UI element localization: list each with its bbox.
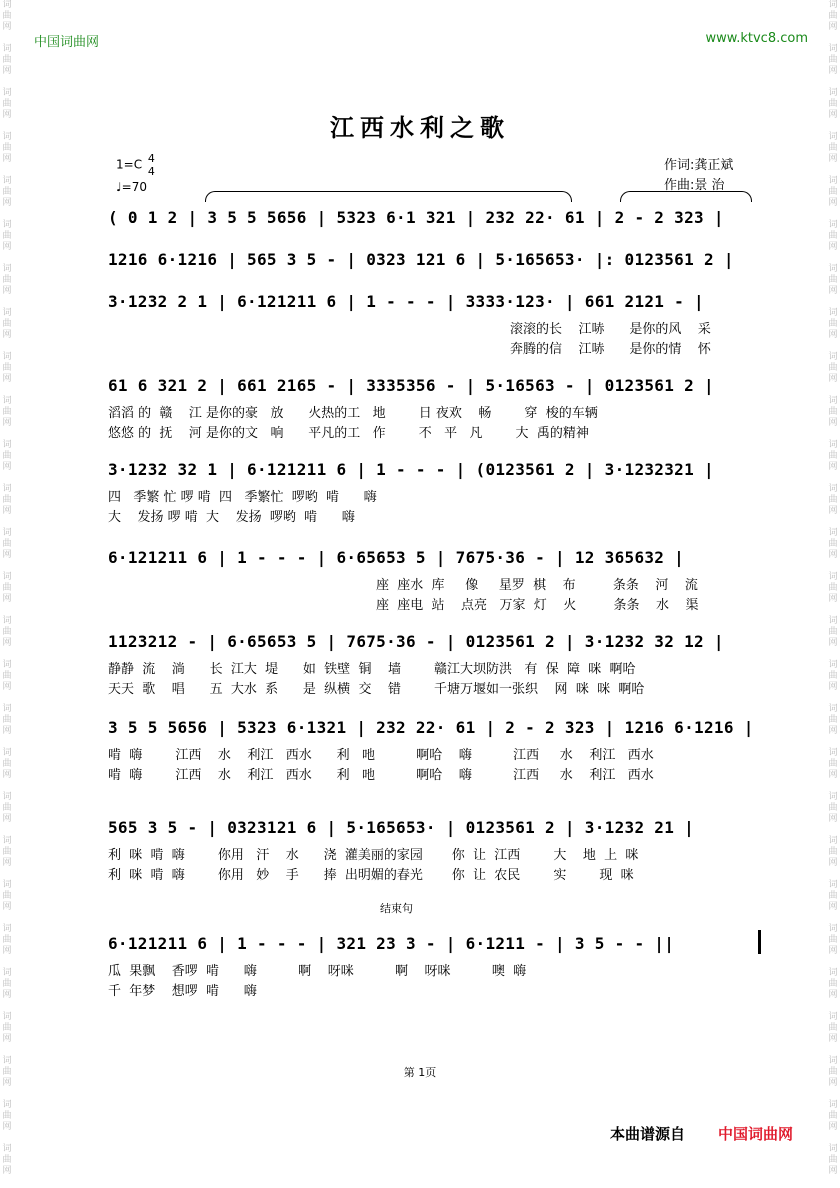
watermark-glyph: 曲 [2,627,12,637]
lyric-verse-2: 天天 歌 唱 五 大水 系 是 纵横 交 错 千塘万堰如一张织 网 咪 咪 啊哈 [108,682,645,697]
watermark-glyph: 词 [828,176,838,186]
watermark-glyph: 曲 [828,847,838,857]
watermark-glyph: 词 [2,44,12,54]
watermark-glyph: 词 [828,220,838,230]
watermark-glyph: 曲 [828,187,838,197]
watermark-gap [826,297,840,308]
watermark-glyph: 曲 [828,1155,838,1165]
watermark-glyph: 曲 [2,407,12,417]
watermark-gap [0,253,14,264]
watermark-glyph: 网 [2,726,12,736]
watermark-glyph: 网 [2,66,12,76]
site-url-link[interactable]: www.ktvc8.com [705,31,808,46]
lyric-verse-2: 悠悠 的 抚 河 是你的文 响 平凡的工 作 不 平 凡 大 禹的精神 [108,426,589,441]
watermark-glyph: 曲 [2,275,12,285]
watermark-gap [0,209,14,220]
watermark-glyph: 词 [2,616,12,626]
watermark-gap [0,385,14,396]
watermark-glyph: 词 [828,528,838,538]
lyric-verse-2: 大 发扬 啰 啃 大 发扬 啰哟 啃 嗨 [108,510,355,525]
watermark-gap [826,869,840,880]
watermark-glyph: 词 [828,616,838,626]
watermark-glyph: 曲 [828,1067,838,1077]
watermark-glyph: 词 [828,1056,838,1066]
notation-line: 3·1232 2 1 | 6·121211 6 | 1 - - - | 3333·123· | 661 2121 - | [108,292,704,311]
watermark-glyph: 词 [828,748,838,758]
phrase-slur [205,191,572,202]
watermark-glyph: 词 [828,44,838,54]
watermark-glyph: 网 [2,198,12,208]
watermark-glyph: 网 [2,946,12,956]
notation-line: 6·121211 6 | 1 - - - | 6·65653 5 | 7675·36 - | 12 365632 | [108,548,685,567]
watermark-gap [0,693,14,704]
watermark-glyph: 曲 [2,583,12,593]
notation-line: 565 3 5 - | 0323121 6 | 5·165653· | 0123561 2 | 3·1232 21 | [108,818,695,837]
notation-line: 3·1232 32 1 | 6·121211 6 | 1 - - - | (0123561 2 | 3·1232321 | [108,460,714,479]
watermark-glyph: 曲 [2,451,12,461]
notation-line: ( 0 1 2 | 3 5 5 5656 | 5323 6·1 321 | 232 22· 61 | 2 - 2 323 | [108,208,724,227]
watermark-glyph: 网 [2,770,12,780]
watermark-glyph: 曲 [2,935,12,945]
watermark-glyph: 网 [828,550,838,560]
notation-line: 1123212 - | 6·65653 5 | 7675·36 - | 0123561 2 | 3·1232 32 12 | [108,632,724,651]
watermark-glyph: 网 [828,902,838,912]
watermark-glyph: 词 [828,572,838,582]
watermark-glyph: 词 [2,880,12,890]
lyric-verse-1: 座 座水 库 像 星罗 棋 布 条条 河 流 [376,578,698,593]
time-bottom: 4 [147,165,155,178]
notation-line: 6·121211 6 | 1 - - - | 321 23 3 - | 6·1211 - | 3 5 - - || [108,934,675,953]
final-barline [758,930,761,954]
watermark-glyph: 网 [2,858,12,868]
watermark-glyph: 网 [2,594,12,604]
watermark-glyph: 词 [2,308,12,318]
watermark-glyph: 网 [828,1122,838,1132]
watermark-glyph: 曲 [2,891,12,901]
watermark-glyph: 网 [2,682,12,692]
watermark-gap [0,1045,14,1056]
watermark-glyph: 词 [2,792,12,802]
lyric-verse-2: 利 咪 啃 嗨 你用 妙 手 捧 出明媚的春光 你 让 农民 实 现 咪 [108,868,634,883]
lyric-verse-1: 瓜 果飘 香啰 啃 嗨 啊 呀咪 啊 呀咪 噢 嗨 [108,964,527,979]
watermark-glyph: 词 [2,836,12,846]
watermark-gap [826,1089,840,1100]
watermark-glyph: 网 [828,814,838,824]
watermark-glyph: 词 [2,176,12,186]
watermark-gap [826,209,840,220]
watermark-glyph: 词 [828,308,838,318]
watermark-glyph: 词 [2,396,12,406]
time-signature [148,152,155,178]
watermark-glyph: 曲 [2,495,12,505]
watermark-glyph: 词 [2,264,12,274]
watermark-glyph: 网 [828,198,838,208]
watermark-glyph: 网 [828,66,838,76]
watermark-glyph: 曲 [2,847,12,857]
watermark-glyph: 曲 [828,979,838,989]
watermark-gap [0,473,14,484]
watermark-glyph: 词 [2,440,12,450]
watermark-gap [826,77,840,88]
watermark-glyph: 曲 [2,671,12,681]
watermark-glyph: 词 [828,924,838,934]
watermark-glyph: 词 [2,704,12,714]
watermark-glyph: 网 [828,286,838,296]
song-title: 江西水利之歌 [330,113,510,142]
watermark-gap [0,341,14,352]
watermark-glyph: 网 [828,594,838,604]
watermark-glyph: 曲 [828,583,838,593]
watermark-gap [826,253,840,264]
lyric-verse-1: 四 季繁 忙 啰 啃 四 季繁忙 啰哟 啃 嗨 [108,490,377,505]
watermark-gap [826,341,840,352]
watermark-glyph: 曲 [828,143,838,153]
watermark-glyph: 网 [828,726,838,736]
watermark-glyph: 词 [828,704,838,714]
watermark-glyph: 曲 [828,627,838,637]
watermark-gap [0,1089,14,1100]
notation-line: 3 5 5 5656 | 5323 6·1321 | 232 22· 61 | 2 - 2 323 | 1216 6·1216 | [108,718,754,737]
watermark-gap [0,869,14,880]
watermark-glyph: 词 [828,132,838,142]
watermark-glyph: 词 [2,1100,12,1110]
watermark-glyph: 词 [2,88,12,98]
watermark-glyph: 网 [2,1122,12,1132]
watermark-gap [0,561,14,572]
watermark-glyph: 词 [2,1144,12,1154]
watermark-glyph: 网 [2,550,12,560]
watermark-glyph: 网 [828,110,838,120]
watermark-glyph: 网 [828,242,838,252]
watermark-gap [0,913,14,924]
watermark-glyph: 词 [828,792,838,802]
watermark-glyph: 网 [828,154,838,164]
watermark-glyph: 词 [828,880,838,890]
watermark-glyph: 网 [828,418,838,428]
watermark-glyph: 词 [2,1056,12,1066]
lyric-verse-2: 千 年梦 想啰 啃 嗨 [108,984,257,999]
tempo-marking: ♩=70 [116,180,147,194]
watermark-glyph: 曲 [828,759,838,769]
lyric-verse-1: 利 咪 啃 嗨 你用 汗 水 浇 灌美丽的家园 你 让 江西 大 地 上 咪 [108,848,639,863]
watermark-glyph: 曲 [2,11,12,21]
watermark-gap [826,1001,840,1012]
watermark-gap [826,1045,840,1056]
watermark-gap [826,429,840,440]
watermark-glyph: 曲 [828,407,838,417]
composer-credit: 作曲:景 治 [664,178,725,193]
watermark-gap [826,781,840,792]
watermark-glyph: 网 [828,638,838,648]
notation-line: 61 6 321 2 | 661 2165 - | 3335356 - | 5·16563 - | 0123561 2 | [108,376,714,395]
watermark-glyph: 曲 [2,187,12,197]
watermark-glyph: 曲 [828,363,838,373]
watermark-gap [0,165,14,176]
watermark-gap [826,693,840,704]
watermark-glyph: 词 [828,396,838,406]
watermark-glyph: 网 [2,1034,12,1044]
watermark-gap [0,825,14,836]
watermark-glyph: 曲 [828,99,838,109]
watermark-glyph: 曲 [828,1023,838,1033]
watermark-glyph: 网 [2,418,12,428]
watermark-glyph: 词 [2,748,12,758]
lyricist-credit: 作词:龚正斌 [664,158,734,173]
time-top: 4 [147,152,155,165]
watermark-glyph: 网 [828,22,838,32]
watermark-gap [0,649,14,660]
watermark-glyph: 词 [828,88,838,98]
watermark-glyph: 词 [2,528,12,538]
watermark-glyph: 网 [2,22,12,32]
watermark-glyph: 词 [2,924,12,934]
watermark-gap [826,1133,840,1144]
watermark-gap [0,957,14,968]
lyric-verse-2: 奔腾的信 江哧 是你的情 怀 [510,342,711,357]
notation-line: 1216 6·1216 | 565 3 5 - | 0323 121 6 | 5·165653· |: 0123561 2 | [108,250,734,269]
watermark-gap [0,781,14,792]
watermark-glyph: 词 [2,484,12,494]
watermark-gap [0,33,14,44]
watermark-glyph: 网 [2,242,12,252]
watermark-gap [826,561,840,572]
lyric-verse-1: 滔滔 的 赣 江 是你的豪 放 火热的工 地 日 夜欢 畅 穿 梭的车辆 [108,406,598,421]
lyric-verse-1: 静静 流 淌 长 江大 堤 如 铁壁 铜 墙 赣江大坝防洪 有 保 障 咪 啊哈 [108,662,636,677]
phrase-slur [620,191,752,202]
watermark-gap [0,297,14,308]
watermark-glyph: 曲 [2,363,12,373]
watermark-glyph: 曲 [828,715,838,725]
watermark-glyph: 网 [828,1034,838,1044]
watermark-glyph: 曲 [828,891,838,901]
watermark-glyph: 网 [828,946,838,956]
watermark-glyph: 曲 [2,231,12,241]
watermark-glyph: 词 [2,132,12,142]
watermark-glyph: 网 [2,902,12,912]
watermark-glyph: 词 [828,660,838,670]
source-label: 本曲谱源自 [610,1125,686,1143]
watermark-glyph: 曲 [2,803,12,813]
watermark-glyph: 网 [2,638,12,648]
watermark-glyph: 词 [2,660,12,670]
watermark-glyph: 词 [2,0,12,10]
watermark-glyph: 曲 [828,11,838,21]
watermark-glyph: 曲 [2,1155,12,1165]
watermark-glyph: 网 [2,814,12,824]
watermark-glyph: 网 [2,286,12,296]
watermark-glyph: 曲 [2,979,12,989]
watermark-glyph: 网 [828,462,838,472]
watermark-glyph: 曲 [828,495,838,505]
watermark-glyph: 曲 [2,319,12,329]
watermark-glyph: 曲 [2,1067,12,1077]
watermark-glyph: 词 [2,572,12,582]
watermark-glyph: 曲 [2,715,12,725]
watermark-glyph: 网 [828,506,838,516]
watermark-glyph: 网 [2,330,12,340]
watermark-glyph: 曲 [828,935,838,945]
watermark-glyph: 词 [2,1012,12,1022]
watermark-glyph: 网 [828,1078,838,1088]
lyric-verse-2: 座 座电 站 点亮 万家 灯 火 条条 水 渠 [376,598,699,613]
watermark-glyph: 曲 [2,759,12,769]
key-signature [116,152,155,178]
watermark-glyph: 词 [2,968,12,978]
watermark-glyph: 词 [828,968,838,978]
watermark-glyph: 曲 [828,55,838,65]
watermark-glyph: 曲 [2,539,12,549]
watermark-glyph: 曲 [828,451,838,461]
watermark-glyph: 词 [828,1144,838,1154]
watermark-gap [0,1001,14,1012]
watermark-gap [826,605,840,616]
watermark-glyph: 词 [2,220,12,230]
watermark-gap [826,385,840,396]
watermark-glyph: 词 [828,0,838,10]
watermark-gap [0,429,14,440]
watermark-gap [0,1133,14,1144]
watermark-glyph: 词 [828,484,838,494]
key-text: 1=C [116,157,143,172]
ending-label: 结束句 [380,902,413,915]
watermark-glyph: 曲 [2,55,12,65]
watermark-glyph: 词 [828,352,838,362]
watermark-gap [826,957,840,968]
watermark-glyph: 词 [828,836,838,846]
watermark-glyph: 词 [828,264,838,274]
watermark-glyph: 曲 [828,275,838,285]
watermark-gap [826,473,840,484]
watermark-glyph: 网 [2,990,12,1000]
source-site-link[interactable]: 中国词曲网 [718,1125,794,1143]
watermark-glyph: 曲 [2,1023,12,1033]
watermark-glyph: 曲 [2,143,12,153]
watermark-glyph: 网 [2,1078,12,1088]
watermark-glyph: 网 [828,374,838,384]
watermark-glyph: 词 [828,1100,838,1110]
watermark-gap [0,737,14,748]
lyric-verse-1: 啃 嗨 江西 水 利江 西水 利 吔 啊哈 嗨 江西 水 利江 西水 [108,748,654,763]
page-number: 第 1页 [403,1066,437,1079]
watermark-gap [0,517,14,528]
watermark-glyph: 网 [828,330,838,340]
site-name-link[interactable]: 中国词曲网 [34,35,100,50]
watermark-glyph: 词 [2,352,12,362]
watermark-glyph: 曲 [828,803,838,813]
watermark-glyph: 曲 [2,1111,12,1121]
watermark-glyph: 网 [828,770,838,780]
watermark-glyph: 网 [828,1166,838,1176]
watermark-gap [826,517,840,528]
watermark-gap [0,1177,14,1188]
watermark-glyph: 词 [828,1012,838,1022]
lyric-verse-1: 滚滚的长 江哧 是你的风 采 [510,322,711,337]
watermark-glyph: 曲 [828,671,838,681]
left-watermark-strip [0,0,14,1176]
watermark-gap [0,77,14,88]
right-watermark-strip [826,0,840,1176]
watermark-glyph: 曲 [2,99,12,109]
watermark-glyph: 网 [2,1166,12,1176]
watermark-gap [826,165,840,176]
watermark-glyph: 网 [828,990,838,1000]
watermark-glyph: 曲 [828,231,838,241]
watermark-glyph: 网 [2,110,12,120]
watermark-glyph: 网 [2,374,12,384]
watermark-gap [826,825,840,836]
watermark-glyph: 网 [828,858,838,868]
watermark-gap [0,605,14,616]
watermark-gap [826,913,840,924]
watermark-glyph: 网 [828,682,838,692]
watermark-glyph: 曲 [828,319,838,329]
watermark-glyph: 曲 [828,1111,838,1121]
watermark-glyph: 网 [2,506,12,516]
watermark-glyph: 网 [2,462,12,472]
watermark-glyph: 曲 [828,539,838,549]
watermark-gap [826,1177,840,1188]
watermark-glyph: 词 [828,440,838,450]
lyric-verse-2: 啃 嗨 江西 水 利江 西水 利 吔 啊哈 嗨 江西 水 利江 西水 [108,768,654,783]
watermark-gap [826,33,840,44]
watermark-glyph: 网 [2,154,12,164]
watermark-gap [826,649,840,660]
watermark-gap [826,737,840,748]
